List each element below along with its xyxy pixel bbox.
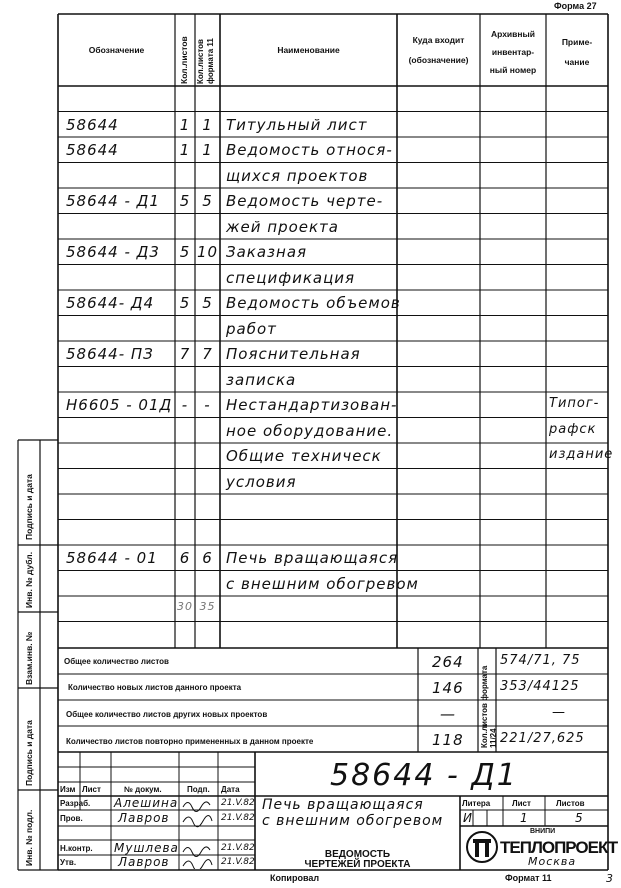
org-name: ТЕПЛОПРОЕКТ (500, 838, 618, 857)
row-sheet-count: 30 (177, 600, 193, 613)
header-name: Наименование (277, 45, 340, 55)
org-small-label: ВНИПИ (530, 828, 556, 835)
row-designation: 58644- Д4 (66, 294, 155, 312)
row-name: Ведомость относя- (226, 141, 393, 159)
row-name: Ведомость черте- (226, 192, 384, 210)
row-name: Титульный лист (226, 115, 368, 134)
row-note: издание (549, 447, 614, 462)
margin-signature-date-1: Подпись и дата (24, 474, 34, 540)
summary-total-label: Общее количество листов (64, 657, 169, 666)
summary-total-value: 264 (432, 653, 464, 671)
row-sheet-count-format: - (204, 396, 211, 414)
row-sheet-count: 1 (179, 141, 191, 159)
copied-label: Копировал (270, 873, 320, 883)
org-logo-icon (464, 830, 500, 864)
col-doc: № докум. (124, 785, 162, 794)
row-designation: 58644- ПЗ (66, 345, 154, 363)
list-value: 1 (520, 811, 529, 825)
row-designation: 58644 - 01 (66, 549, 158, 567)
row-note: рафск (549, 421, 597, 437)
col-list: Лист (82, 785, 101, 794)
signature-scribbles (180, 797, 218, 869)
row-sheet-count: 7 (179, 345, 191, 363)
col-izm: Изм (60, 785, 76, 794)
row-sheet-count: 5 (179, 243, 191, 261)
header-sheet-count: Кол.листов (179, 36, 189, 84)
utv-date: 21.V.82 (221, 857, 255, 867)
row-sheet-count: 5 (179, 294, 191, 312)
row-name: Общие техническ (226, 447, 382, 465)
role-nkontr: Н.контр. (60, 844, 93, 853)
header-designation: Обозначение (88, 45, 145, 55)
header-archive-number: Архивный инвентар- ный номер (489, 29, 537, 75)
summary-other-format-value: — (552, 705, 566, 720)
margin-original-inventory: Инв. № подл. (24, 809, 34, 866)
prov-date: 21.V.82 (221, 813, 255, 823)
summary-new-format-value: 353/44125 (500, 679, 580, 694)
org-city: Москва (528, 855, 577, 868)
project-name-line1: Печь вращающаяся (262, 797, 424, 813)
row-name: щихся проектов (226, 166, 369, 185)
row-sheet-count: 6 (179, 549, 191, 567)
litera-value: И (463, 811, 473, 825)
margin-signature-date-2: Подпись и дата (24, 720, 34, 786)
header-where-used: Куда входит (обозначение) (408, 35, 469, 65)
summary-side-label: Кол.листов формата 11/24 (480, 665, 498, 748)
row-designation: 58644 (66, 115, 119, 134)
row-sheet-count-format: 5 (202, 192, 213, 210)
row-name: ное оборудование. (226, 421, 394, 440)
row-sheet-count: 5 (179, 192, 191, 210)
summary-total-format-value: 574/71, 75 (500, 653, 581, 668)
row-name: Ведомость объемов (226, 294, 401, 312)
razrab-date: 21.V.82 (221, 798, 255, 808)
row-sheet-count-format: 7 (202, 345, 213, 363)
row-sheet-count-format: 1 (202, 141, 213, 159)
row-name: Пояснительная (226, 345, 361, 363)
row-name: условия (226, 472, 297, 491)
nkontr-date: 21.V.82 (221, 843, 255, 853)
summary-other-value: — (440, 705, 456, 723)
prov-name: Лавров (118, 811, 170, 825)
row-name: записка (226, 370, 297, 389)
row-sheet-count-format: 10 (196, 243, 219, 261)
summary-reused-value: 118 (432, 731, 464, 749)
margin-replace-inventory: Взам.инв. № (24, 631, 34, 685)
doc-title-line1: ВЕДОМОСТЬ (324, 849, 391, 860)
col-date: Дата (221, 785, 240, 794)
list-label: Лист (512, 799, 531, 808)
row-name: Заказная (226, 243, 308, 261)
project-name-line2: с внешним обогревом (262, 813, 444, 829)
format-label: Формат 11 (505, 873, 552, 883)
doc-title-line2: ЧЕРТЕЖЕЙ ПРОЕКТА (304, 859, 411, 870)
header-note: Приме- чание (561, 37, 593, 67)
margin-dup-inventory: Инв. № дубл. (24, 551, 34, 608)
summary-reused-format-value: 221/27,625 (500, 731, 585, 746)
col-sign: Подп. (187, 785, 210, 794)
row-name: работ (226, 319, 277, 338)
row-note: Типог- (549, 396, 600, 411)
drawing-number: 58644 - Д1 (330, 758, 518, 793)
row-designation: 58644 - Д3 (66, 243, 160, 261)
row-sheet-count-format: 1 (202, 115, 213, 134)
header-sheet-count-format: Кол.листов формата 11 (196, 38, 215, 84)
summary-reused-label: Количество листов повторно примененных в данном проекте (66, 737, 314, 746)
listov-label: Листов (556, 799, 585, 808)
row-name: жей проекта (226, 217, 339, 236)
row-designation: 58644 (66, 141, 119, 159)
role-razrab: Разраб. (60, 799, 91, 808)
row-name: с внешним обогревом (226, 574, 419, 593)
row-sheet-count-format: 35 (199, 600, 216, 613)
row-sheet-count: - (181, 396, 189, 414)
row-name: спецификация (226, 268, 356, 287)
summary-new-label: Количество новых листов данного проекта (68, 683, 242, 692)
summary-other-label: Общее количество листов других новых проектов (66, 710, 268, 719)
row-sheet-count-format: 5 (202, 294, 213, 312)
nkontr-name: Мушлева (114, 841, 179, 855)
utv-name: Лавров (118, 855, 170, 869)
summary-new-value: 146 (432, 679, 464, 697)
page-mark: 3 (606, 872, 614, 885)
row-designation: 58644 - Д1 (66, 192, 160, 210)
listov-value: 5 (575, 811, 584, 825)
row-designation: Н6605 - 01Д (66, 396, 173, 414)
role-utv: Утв. (60, 858, 77, 867)
row-sheet-count: 1 (179, 115, 191, 134)
razrab-name: Алешина (114, 796, 179, 810)
row-name: Печь вращающаяся (226, 549, 399, 567)
row-sheet-count-format: 6 (202, 549, 213, 567)
litera-label: Литера (462, 799, 491, 808)
role-prov: Пров. (60, 814, 83, 823)
form-label: Форма 27 (554, 1, 597, 11)
row-name: Нестандартизован- (226, 396, 398, 414)
